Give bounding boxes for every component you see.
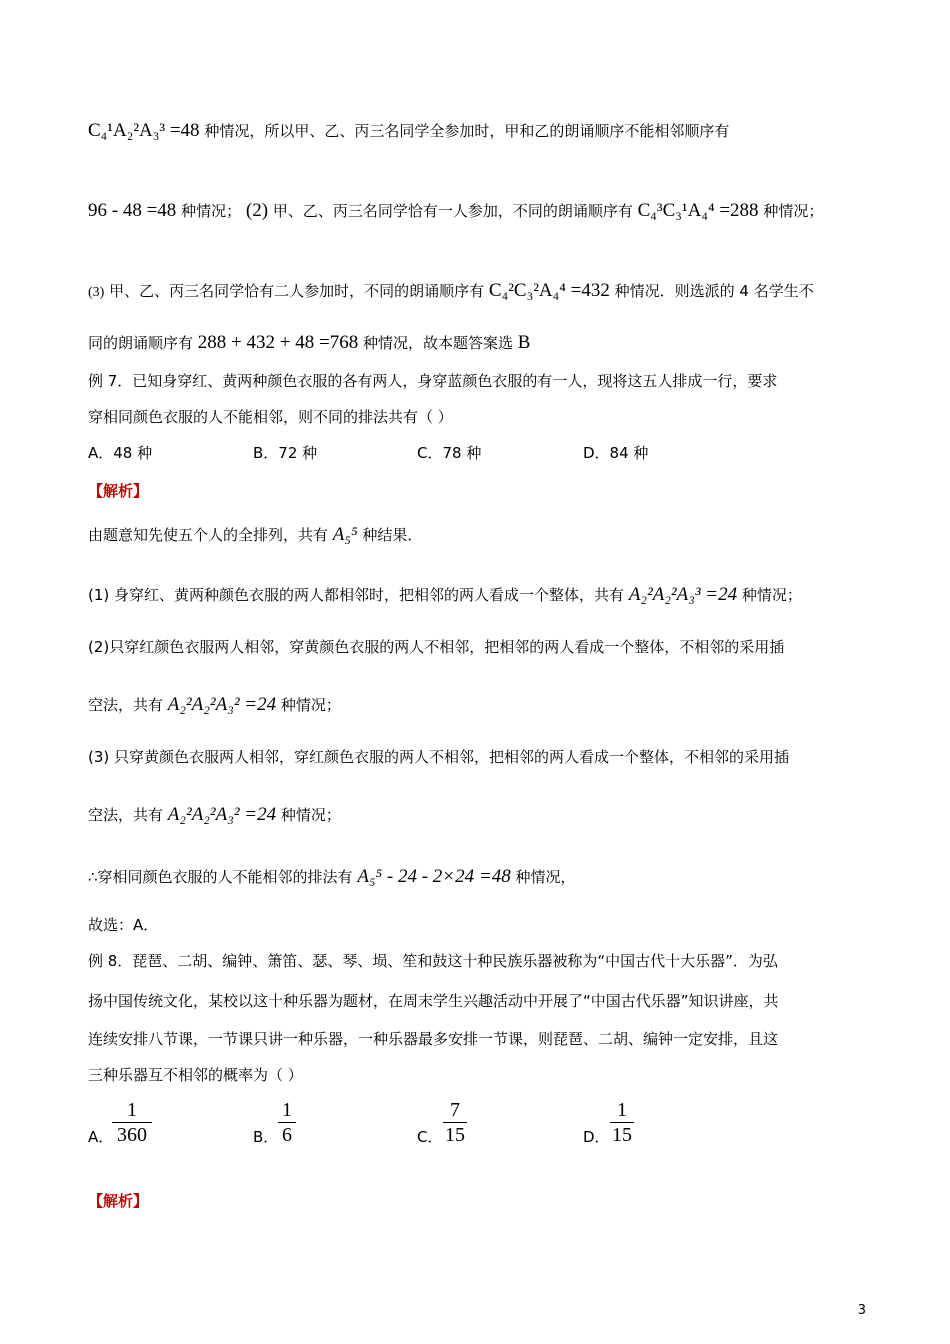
text: 种情况； <box>181 202 242 220</box>
example-8-question-line-3: 连续安排八节课，一节课只讲一种乐器，一种乐器最多安排一节课，则琵琶、二胡、编钟一定安排，且这 <box>88 1030 779 1048</box>
example-8-question-line-4: 三种乐器互不相邻的概率为（ ） <box>88 1066 303 1084</box>
option-b-label: B． <box>253 1128 279 1146</box>
math-expression: A₂²A₂²A₃² =24 <box>167 694 277 715</box>
text: 种情况， <box>515 868 576 886</box>
option-a: A．48 种 <box>88 444 153 462</box>
text: 种情况，所以甲、乙、丙三名同学全参加时，甲和乙的朗诵顺序不能相邻顺序有 <box>204 122 730 140</box>
analysis-line-1 <box>88 524 422 546</box>
case-tag: (3) <box>88 285 105 300</box>
option-b-fraction: 1 6 <box>278 1098 296 1147</box>
example-8-question-line-2: 扬中国传统文化，某校以这十种乐器为题材，在周末学生兴趣活动中开展了“中国古代乐器”知识讲座，共 <box>88 992 779 1010</box>
option-d-label: D． <box>583 1128 610 1146</box>
option-a-label: A． <box>88 1128 114 1146</box>
analysis-line-5: (3) 只穿黄颜色衣服两人相邻，穿红颜色衣服的两人不相邻，把相邻的两人看成一个整体，不相邻的采用插 <box>88 748 790 766</box>
math-expression: A₅⁵ - 24 - 2×24 =48 <box>357 866 511 887</box>
analysis-conclusion: 故选：A． <box>88 916 159 934</box>
math-expression: C₄³C₃¹A₄⁴ =288 <box>637 200 759 221</box>
analysis-line-4 <box>88 694 341 716</box>
analysis-line-7 <box>88 866 576 888</box>
solution-line-3 <box>88 280 814 304</box>
text: ∴穿相同颜色衣服的人不能相邻的排法有 <box>88 868 353 886</box>
option-c-fraction: 7 15 <box>445 1099 465 1146</box>
text: 甲、乙、丙三名同学恰有一人参加，不同的朗诵顺序有 <box>272 202 633 220</box>
math-expression: C₄¹A₂²A₃³ =48 <box>88 120 200 141</box>
example-7-question-line-2: 穿相同颜色衣服的人不能相邻，则不同的排法共有（ ） <box>88 408 453 426</box>
solution-line-1 <box>88 120 729 142</box>
text: (1) 身穿红、黄两种颜色衣服的两人都相邻时，把相邻的两人看成一个整体，共有 <box>88 586 625 604</box>
math-expression: 96 - 48 =48 <box>88 200 177 221</box>
math-expression: A₂²A₂²A₃³ =24 <box>628 584 738 605</box>
text: 种情况； <box>280 696 341 714</box>
math-expression: A₂²A₂²A₃² =24 <box>167 804 277 825</box>
option-d: D．84 种 <box>583 444 649 462</box>
analysis-heading: 【解析】 <box>88 482 149 500</box>
text: 由题意知先使五个人的全排列，共有 <box>88 526 329 544</box>
text: 种情况； <box>763 202 824 220</box>
math-expression: 288 + 432 + 48 =768 <box>197 332 359 353</box>
option-c-label: C． <box>417 1128 443 1146</box>
text: 种结果． <box>362 526 423 544</box>
analysis-line-3: (2)只穿红颜色衣服两人相邻，穿黄颜色衣服的两人不相邻，把相邻的两人看成一个整体，不相邻的采用插 <box>88 638 785 656</box>
page-number: 3 <box>857 1303 866 1318</box>
solution-line-4 <box>88 332 530 354</box>
text: 同的朗诵顺序有 <box>88 334 194 352</box>
answer: B <box>517 332 531 353</box>
case-tag: (2) <box>245 200 269 221</box>
option-d-fraction: 1 15 <box>612 1099 632 1146</box>
text: 空法，共有 <box>88 696 164 714</box>
math-expression: C₄²C₃²A₄⁴ =432 <box>488 280 610 301</box>
analysis-line-6 <box>88 804 341 826</box>
option-c: C．78 种 <box>417 444 482 462</box>
text: 空法，共有 <box>88 806 164 824</box>
option-b: B．72 种 <box>253 444 318 462</box>
text: 种情况．则选派的 4 名学生不 <box>614 282 814 300</box>
text: 种情况； <box>741 586 802 604</box>
option-a-fraction: 1 360 <box>112 1098 152 1147</box>
text: 种情况，故本题答案选 <box>362 334 513 352</box>
analysis-line-2 <box>88 584 802 606</box>
analysis-heading-8: 【解析】 <box>88 1192 149 1210</box>
example-7-question-line-1: 例 7．已知身穿红、黄两种颜色衣服的各有两人，身穿蓝颜色衣服的有一人，现将这五人排成一行，要求 <box>88 372 778 390</box>
text: 甲、乙、丙三名同学恰有二人参加时，不同的朗诵顺序有 <box>109 282 485 300</box>
text: 种情况； <box>280 806 341 824</box>
math-expression: A₅⁵ <box>332 524 358 545</box>
example-8-question-line-1: 例 8．琵琶、二胡、编钟、箫笛、瑟、琴、埙、笙和鼓这十种民族乐器被称为“中国古代十大乐器”．为弘 <box>88 952 778 970</box>
solution-line-2 <box>88 200 823 222</box>
